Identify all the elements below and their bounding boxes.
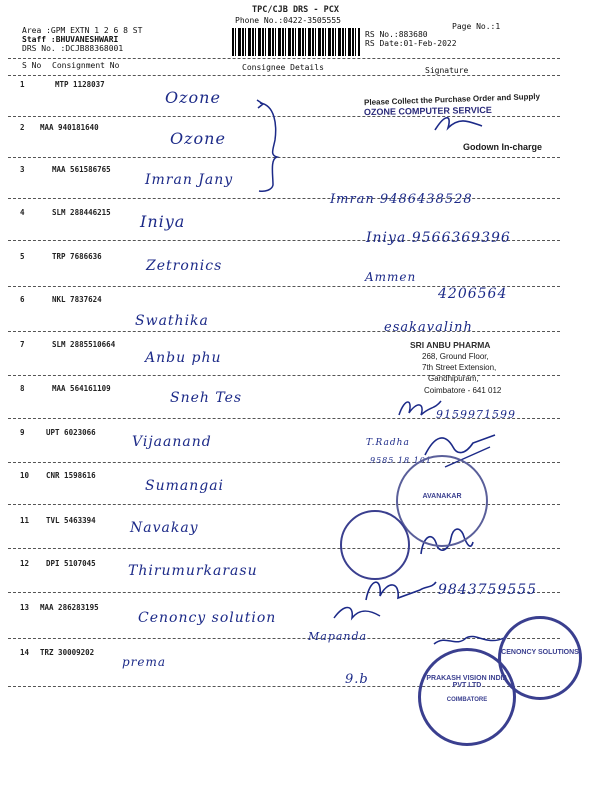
ozone-signature [430,112,490,134]
row-consignment: UPT 6023066 [46,428,96,437]
row-consignment: CNR 1598616 [46,471,96,480]
col-consignment: Consignment No [52,61,120,70]
pharma-stamp-line5: Coimbatore - 641 012 [424,386,502,395]
round-stamp-left [340,510,410,580]
row-sno: 10 [20,471,30,480]
page-number: Page No.:1 [452,22,501,31]
signature-row5a: Ammen [365,270,417,284]
row-sno: 12 [20,559,30,568]
phone-number: Phone No.:0422-3505555 [235,16,341,25]
row-consignee: Zetronics [146,258,223,274]
row-consignee: Swathika [135,313,209,329]
signature-row4: Iniya 9566369396 [366,230,511,246]
row-divider [8,331,560,332]
col-sno: S No [22,61,42,70]
col-signature: Signature [425,66,469,75]
bracket-mark [255,95,285,195]
staff-label: Staff :BHUVANESHWARI [22,35,119,44]
row-sno: 8 [20,384,25,393]
row-consignment: TRP 7686636 [52,252,102,261]
header-divider-bottom [8,75,560,76]
row-consignee: Imran Jany [145,172,234,188]
signature-row14: 9.b [345,672,369,687]
round-stamp-prakash-text: PRAKASH VISION INDIA PVT LTD [426,675,508,689]
row-consignment: NKL 7837624 [52,295,102,304]
round-stamp-prakash-city: COIMBATORE [446,697,488,703]
row-consignment: MAA 940181640 [40,123,99,132]
barcode [232,28,360,56]
drs-number: DRS No. :DCJB88368001 [22,44,124,53]
row-consignee: Ozone [165,88,221,107]
row-consignment: TVL 5463394 [46,516,96,525]
round-stamp-cenoncy [498,616,582,700]
row-consignee: Vijaanand [132,434,212,450]
ozone-stamp-line1: Please Collect the Purchase Order and Supply [363,91,541,108]
round-stamp-cenoncy-text: CENONCY SOLUTIONS [501,649,579,656]
row-consignee: Sumangai [145,478,225,494]
signature-row8: 9159971599 [436,408,516,421]
signature-row9: T.Radha [366,438,410,448]
signature-row12: 9843759555 [438,582,538,598]
row-sno: 14 [20,648,30,657]
row-consignee: Cenoncy solution [138,610,277,626]
signature-scribble-row13 [330,600,390,626]
signature-row3: Imran 9486438528 [330,192,473,207]
pharma-stamp-line1: SRI ANBU PHARMA [410,340,491,350]
row-consignment: TRZ 30009202 [40,648,95,657]
row-sno: 7 [20,340,25,349]
row-consignee: Thirumurkarasu [128,563,258,579]
row-consignment: MTP 1128037 [55,80,105,89]
area-label: Area :GPM EXTN 1 2 6 8 ST [22,26,143,35]
row-sno: 5 [20,252,25,261]
row-sno: 4 [20,208,25,217]
row-consignee: Sneh Tes [170,390,243,406]
row-consignment: MAA 564161109 [52,384,111,393]
row-consignment: SLM 288446215 [52,208,111,217]
round-stamp-avanakar-text: AVANAKAR [422,493,462,500]
row-sno: 6 [20,295,25,304]
row-sno: 2 [20,123,25,132]
row-consignment: SLM 2885510664 [52,340,116,349]
rs-number: RS No.:883680 [365,30,428,39]
row-consignee: prema [122,655,167,669]
row-consignee: Ozone [170,129,226,148]
row-sno: 9 [20,428,25,437]
signature-scribble-row8 [395,395,445,423]
signature-row13: Mapanda [308,630,368,643]
ozone-stamp-line2: OZONE COMPUTER SERVICE [363,104,492,118]
pharma-stamp-line4: Gandhipuram, [428,374,479,383]
rs-date: RS Date:01-Feb-2022 [365,39,457,48]
round-stamp-avanakar [396,455,488,547]
pharma-stamp-line2: 268, Ground Floor, [422,352,489,361]
row-sno: 1 [20,80,25,89]
row-consignment: MAA 561586765 [52,165,111,174]
row-consignment: MAA 286283195 [40,603,99,612]
row-consignee: Anbu phu [145,350,222,366]
pharma-stamp-line3: 7th Street Extension, [422,363,497,372]
signature-row6: esakavalinh [384,320,473,335]
row-divider [8,548,560,549]
row-divider [8,198,560,199]
signature-row5b: 4206564 [438,286,508,302]
row-sno: 3 [20,165,25,174]
row-consignment: DPI 5107045 [46,559,96,568]
header-divider-top [8,58,560,59]
ozone-stamp-line3: Godown In-charge [463,142,543,152]
row-consignee: Navakay [130,520,199,536]
signature-row9b: 9585 18 101 [370,456,432,465]
document-title: TPC/CJB DRS - PCX [252,5,339,15]
col-consignee: Consignee Details [242,63,324,72]
row-consignee: Iniya [140,212,186,231]
row-sno: 11 [20,516,30,525]
row-sno: 13 [20,603,30,612]
